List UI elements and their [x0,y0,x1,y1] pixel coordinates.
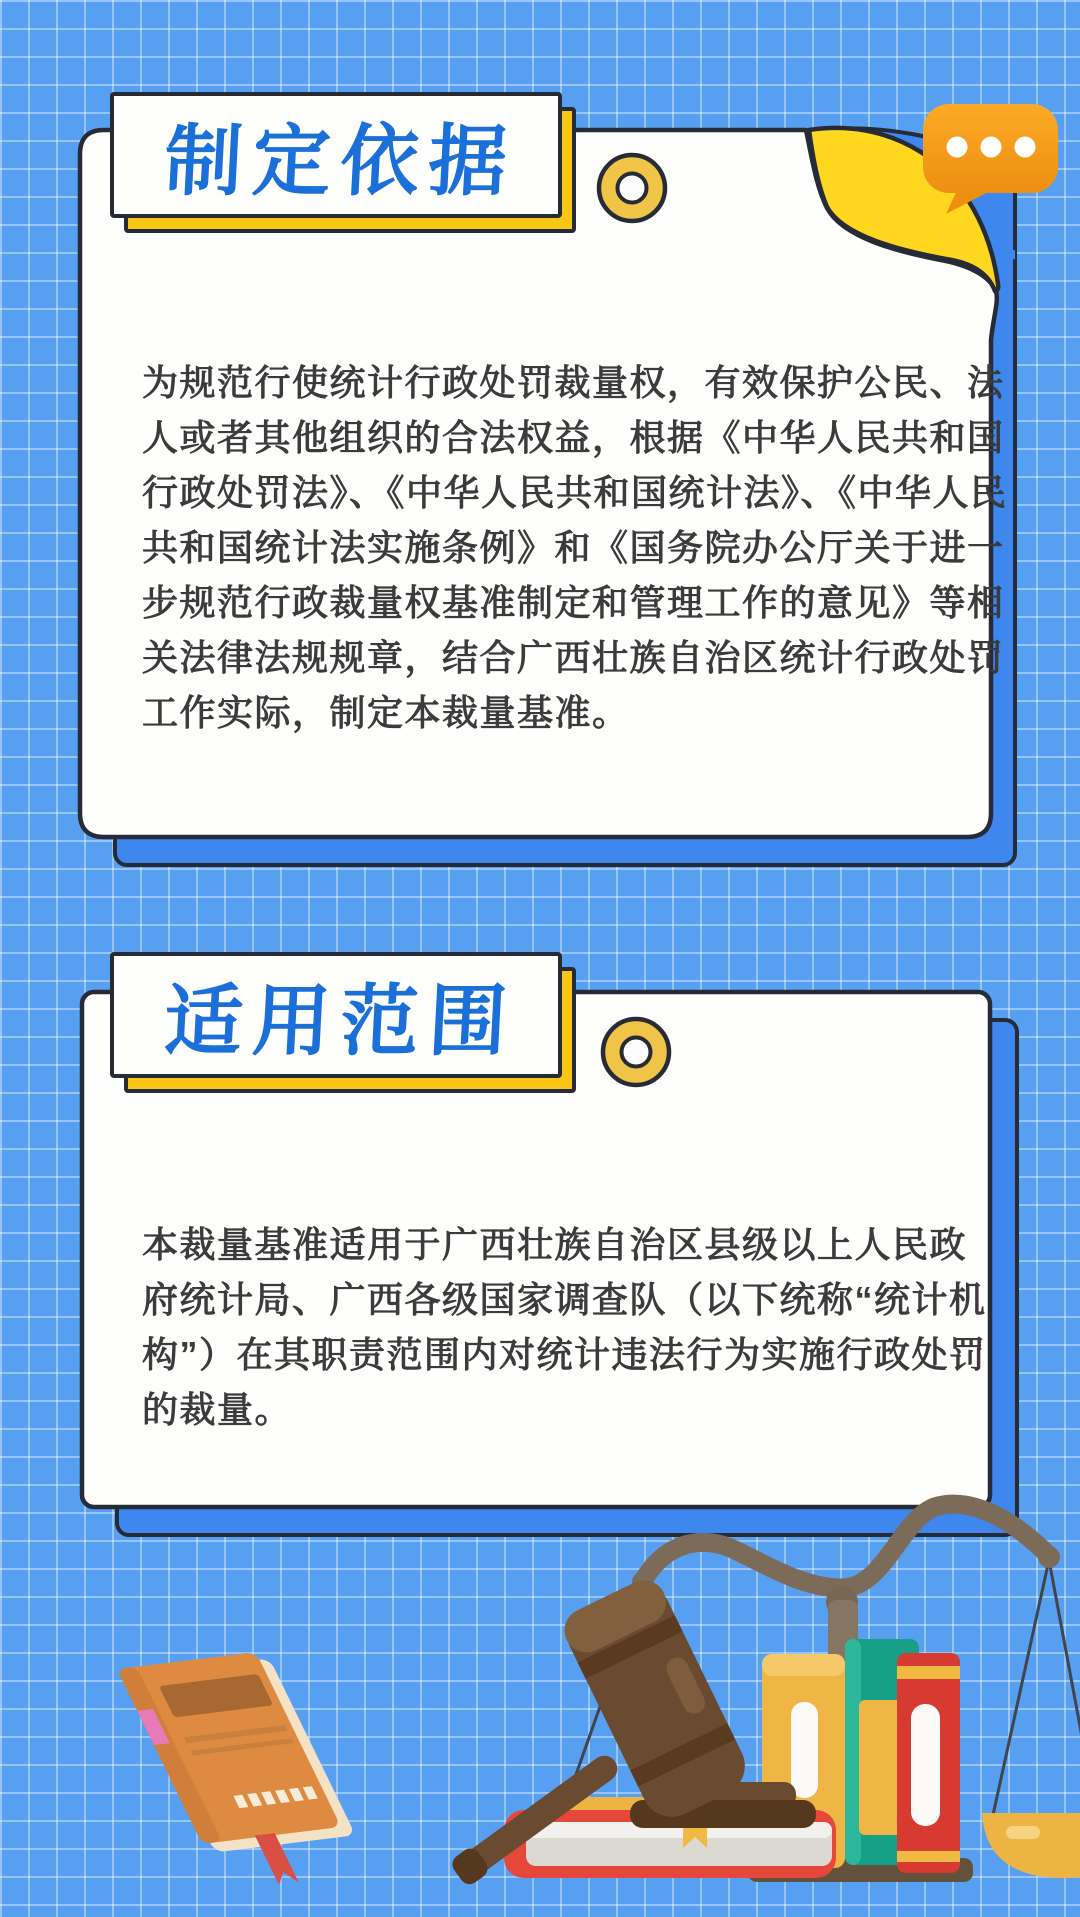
body-line: 的裁量。 [142,1389,293,1430]
section1-body [142,355,1008,740]
binder-ring-icon [603,1019,669,1085]
section2-title-box [110,952,562,1078]
body-line: 府统计局、广西各级国家调查队（以下统称“统计机 [142,1279,987,1320]
body-line: 关法律法规规章，结合广西壮族自治区统计行政处罚 [142,637,1005,678]
section2-body [142,1217,987,1437]
body-line: 本裁量基准适用于广西壮族自治区县级以上人民政 [142,1224,968,1265]
section2-title: 适用范围 [162,977,519,1065]
body-line: 为规范行使统计行政处罚裁量权，有效保护公民、法 [142,362,1005,403]
body-line: 构”）在其职责范围内对统计违法行为实施行政处罚 [142,1334,987,1375]
binder-ring-icon [599,155,665,221]
body-line: 人或者其他组织的合法权益，根据《中华人民共和国 [142,417,1005,458]
section1-title-box [110,92,562,218]
body-line: 工作实际，制定本裁量基准。 [142,692,630,733]
body-line: 行政处罚法》、《中华人民共和国统计法》、《中华人民 [142,472,1008,513]
section1-title: 制定依据 [162,117,519,205]
law-book-icon [117,1651,374,1892]
body-line: 共和国统计法实施条例》和《国务院办公厅关于进一 [142,527,1005,568]
body-line: 步规范行政裁量权基准制定和管理工作的意见》等相 [142,582,1005,623]
